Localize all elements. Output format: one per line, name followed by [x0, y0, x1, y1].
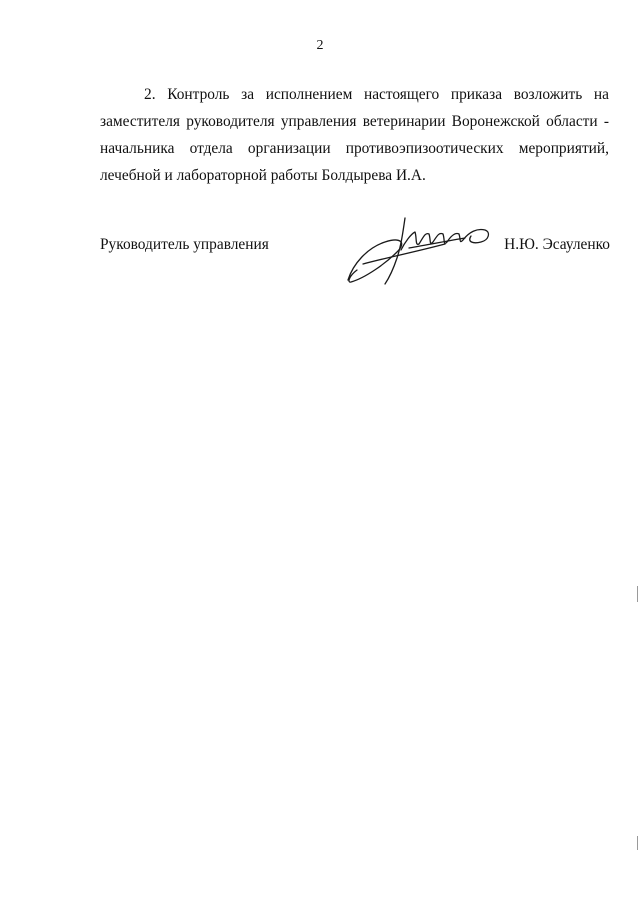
- paragraph-line: заместителя руководителя управления ветеринарии Воронежской области -: [100, 113, 609, 130]
- paragraph-line: 2. Контроль за исполнением настоящего приказа возложить на: [144, 86, 609, 103]
- scan-edge-mark: [637, 836, 638, 850]
- paragraph-line: лечебной и лабораторной работы Болдырева И.А.: [100, 167, 426, 184]
- order-paragraph: [100, 81, 609, 189]
- signatory-name: Н.Ю. Эсауленко: [504, 236, 610, 253]
- handwritten-signature: [345, 212, 495, 288]
- scan-edge-mark: [637, 586, 638, 602]
- paragraph-line: начальника отдела организации противоэпизоотических мероприятий,: [100, 140, 609, 157]
- signatory-title: Руководитель управления: [100, 236, 269, 253]
- page-number: 2: [316, 38, 324, 53]
